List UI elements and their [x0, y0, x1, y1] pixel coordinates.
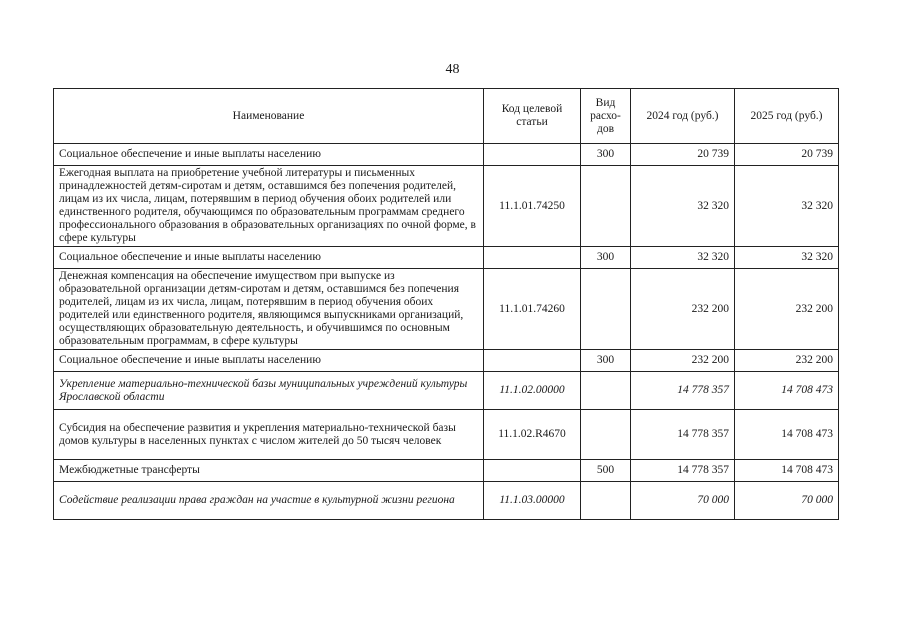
cell-2025: 232 200 — [735, 269, 839, 350]
table-header-row — [54, 89, 839, 144]
cell-2024: 70 000 — [631, 482, 735, 520]
table-row — [54, 372, 839, 410]
table-row — [54, 144, 839, 166]
cell-2025: 70 000 — [735, 482, 839, 520]
table-row — [54, 482, 839, 520]
budget-table — [53, 88, 839, 520]
cell-code: 11.1.02.R4670 — [484, 410, 581, 460]
cell-name: Денежная компенсация на обеспечение имуществом при выпуске из образовательной организации детям-сиротам и детям, оставшимся без попечения родителей, лицам из их числа, лицам, потерявшим в период обучения обоих родителей или единственного родителя, являющимся выпускниками организаций, осуществляющих образовательную деятельность, и обучившимся по основным образовательным программам, в сфере культуры — [54, 269, 484, 350]
cell-name: Межбюджетные трансферты — [54, 460, 484, 482]
cell-kind: 300 — [581, 144, 631, 166]
cell-name: Укрепление материально-технической базы муниципальных учреждений культуры Ярославской области — [54, 372, 484, 410]
cell-code: 11.1.03.00000 — [484, 482, 581, 520]
cell-2025: 32 320 — [735, 166, 839, 247]
table-row — [54, 410, 839, 460]
cell-kind — [581, 372, 631, 410]
cell-2024: 14 778 357 — [631, 372, 735, 410]
header-name: Наименование — [54, 89, 484, 144]
cell-2024: 232 200 — [631, 350, 735, 372]
cell-2025: 14 708 473 — [735, 410, 839, 460]
cell-2025: 14 708 473 — [735, 372, 839, 410]
cell-name: Содействие реализации права граждан на участие в культурной жизни региона — [54, 482, 484, 520]
cell-2025: 14 708 473 — [735, 460, 839, 482]
table-row — [54, 269, 839, 350]
cell-2024: 20 739 — [631, 144, 735, 166]
cell-code — [484, 460, 581, 482]
cell-2025: 232 200 — [735, 350, 839, 372]
cell-kind: 500 — [581, 460, 631, 482]
header-code: Код целевой статьи — [484, 89, 581, 144]
cell-kind — [581, 410, 631, 460]
table-row — [54, 460, 839, 482]
cell-name: Социальное обеспечение и иные выплаты населению — [54, 247, 484, 269]
cell-code — [484, 350, 581, 372]
cell-2024: 14 778 357 — [631, 410, 735, 460]
cell-kind — [581, 269, 631, 350]
cell-kind — [581, 166, 631, 247]
page-number: 48 — [445, 62, 460, 77]
cell-kind — [581, 482, 631, 520]
table-row — [54, 166, 839, 247]
cell-kind: 300 — [581, 350, 631, 372]
cell-2025: 32 320 — [735, 247, 839, 269]
header-kind: Вид расхо-дов — [581, 89, 631, 144]
cell-name: Ежегодная выплата на приобретение учебной литературы и письменных принадлежностей детям-сиротам и детям, оставшимся без попечения родителей, лицам из их числа, лицам, потерявшим в период обучения обоих родителей или единственного родителя, обучающимся по образовательным программам среднего профессионального образования в образовательных организациях по очной форме, в сфере культуры — [54, 166, 484, 247]
cell-kind: 300 — [581, 247, 631, 269]
cell-code: 11.1.01.74260 — [484, 269, 581, 350]
header-2025: 2025 год (руб.) — [735, 89, 839, 144]
cell-code: 11.1.01.74250 — [484, 166, 581, 247]
table-row — [54, 247, 839, 269]
header-2024: 2024 год (руб.) — [631, 89, 735, 144]
cell-2024: 32 320 — [631, 166, 735, 247]
table-row — [54, 350, 839, 372]
cell-name: Социальное обеспечение и иные выплаты населению — [54, 144, 484, 166]
cell-2024: 32 320 — [631, 247, 735, 269]
cell-2024: 232 200 — [631, 269, 735, 350]
cell-2025: 20 739 — [735, 144, 839, 166]
cell-name: Субсидия на обеспечение развития и укрепления материально-технической базы домов культуры в населенных пунктах с числом жителей до 50 тысяч человек — [54, 410, 484, 460]
cell-2024: 14 778 357 — [631, 460, 735, 482]
cell-code — [484, 144, 581, 166]
cell-code: 11.1.02.00000 — [484, 372, 581, 410]
cell-name: Социальное обеспечение и иные выплаты населению — [54, 350, 484, 372]
cell-code — [484, 247, 581, 269]
